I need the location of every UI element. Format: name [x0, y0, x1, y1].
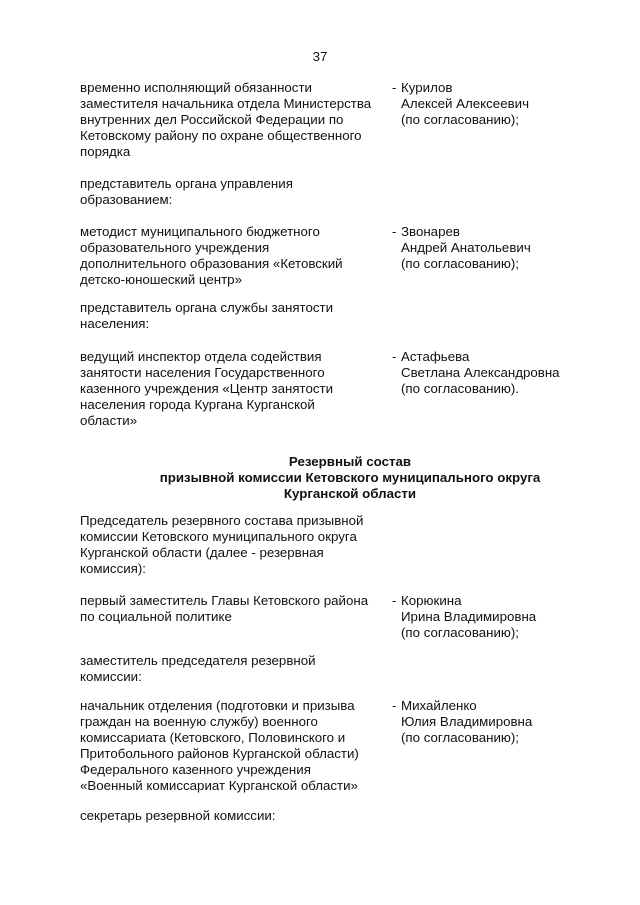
position-description — [80, 224, 392, 288]
position-line: начальник отделения (подготовки и призыва — [80, 698, 355, 713]
given-names: Юлия Владимировна — [401, 714, 533, 729]
position-description — [80, 698, 392, 794]
section-label-line: населения: — [80, 316, 150, 331]
position-line: области» — [80, 413, 138, 428]
position-line: казенного учреждения «Центр занятости — [80, 381, 334, 396]
member-name — [401, 593, 601, 641]
separator-dash: - — [392, 349, 397, 364]
surname: Звонарев — [401, 224, 460, 239]
heading-line: призывной комиссии Кетовского муниципального округа — [159, 470, 541, 485]
position-line: по социальной политике — [80, 609, 232, 624]
position-line: Кетовскому району по охране общественного — [80, 128, 362, 143]
section-label-line: образованием: — [80, 192, 173, 207]
approval-note: (по согласованию); — [401, 625, 519, 640]
member-name — [401, 349, 601, 397]
section-label-deputy-chairman — [80, 653, 392, 685]
section-label-line: комиссия): — [80, 561, 146, 576]
separator-dash: - — [392, 698, 397, 713]
position-line: первый заместитель Главы Кетовского района — [80, 593, 369, 608]
approval-note: (по согласованию); — [401, 256, 519, 271]
member-entry-deputy-police — [80, 80, 530, 160]
position-description — [80, 349, 392, 429]
position-line: методист муниципального бюджетного — [80, 224, 320, 239]
section-label-line: Курганской области (далее - резервная — [80, 545, 324, 560]
section-label-employment — [80, 300, 392, 332]
position-line: временно исполняющий обязанности — [80, 80, 312, 95]
separator-dash: - — [392, 224, 397, 239]
approval-note: (по согласованию); — [401, 730, 519, 745]
separator-dash: - — [392, 593, 397, 608]
position-line: детско-юношеский центр» — [80, 272, 242, 287]
position-line: заместителя начальника отдела Министерства — [80, 96, 372, 111]
position-line: «Военный комиссариат Курганской области» — [80, 778, 358, 793]
section-label-line: комиссии Кетовского муниципального округа — [80, 529, 357, 544]
member-name — [401, 80, 601, 128]
given-names: Алексей Алексеевич — [401, 96, 530, 111]
surname: Корюкина — [401, 593, 462, 608]
member-entry-methodist — [80, 224, 531, 288]
position-line: населения города Кургана Курганской — [80, 397, 315, 412]
separator-dash: - — [392, 80, 397, 95]
section-label-education — [80, 176, 392, 208]
heading-line: Резервный состав — [288, 454, 412, 469]
section-label-line: Председатель резервного состава призывной — [80, 513, 364, 528]
member-entry-first-deputy-head — [80, 593, 537, 640]
position-line: образовательного учреждения — [80, 240, 270, 255]
position-line: ведущий инспектор отдела содействия — [80, 349, 322, 364]
given-names: Светлана Александровна — [401, 365, 560, 380]
position-line: внутренних дел Российской Федерации по — [80, 112, 344, 127]
given-names: Андрей Анатольевич — [401, 240, 531, 255]
position-line: порядка — [80, 144, 131, 159]
approval-note: (по согласованию). — [401, 381, 519, 396]
position-line: Притобольного районов Курганской области) — [80, 746, 359, 761]
section-label-line: комиссии: — [80, 669, 142, 684]
section-label-line: представитель органа управления — [80, 176, 293, 191]
position-line: дополнительного образования «Кетовский — [80, 256, 343, 271]
section-label-chairman — [80, 513, 400, 577]
position-description — [80, 593, 392, 625]
page-number: 37 — [312, 49, 328, 64]
section-label-line: заместитель председателя резервной — [80, 653, 316, 668]
position-line: занятости населения Государственного — [80, 365, 325, 380]
member-name — [401, 698, 601, 746]
given-names: Ирина Владимировна — [401, 609, 537, 624]
position-line: граждан на военную службу) военного — [80, 714, 318, 729]
section-label-secretary — [80, 808, 392, 824]
member-name — [401, 224, 601, 272]
surname: Михайленко — [401, 698, 477, 713]
heading-line: Курганской области — [283, 486, 417, 501]
position-line: комиссариата (Кетовского, Половинского и — [80, 730, 346, 745]
reserve-composition-heading — [80, 454, 620, 502]
member-entry-inspector — [80, 349, 560, 429]
surname: Астафьева — [401, 349, 470, 364]
section-label-line: секретарь резервной комиссии: — [80, 808, 276, 823]
surname: Курилов — [401, 80, 453, 95]
position-description — [80, 80, 392, 160]
approval-note: (по согласованию); — [401, 112, 519, 127]
member-entry-military-commissariat — [80, 698, 533, 794]
section-label-line: представитель органа службы занятости — [80, 300, 334, 315]
position-line: Федерального казенного учреждения — [80, 762, 311, 777]
